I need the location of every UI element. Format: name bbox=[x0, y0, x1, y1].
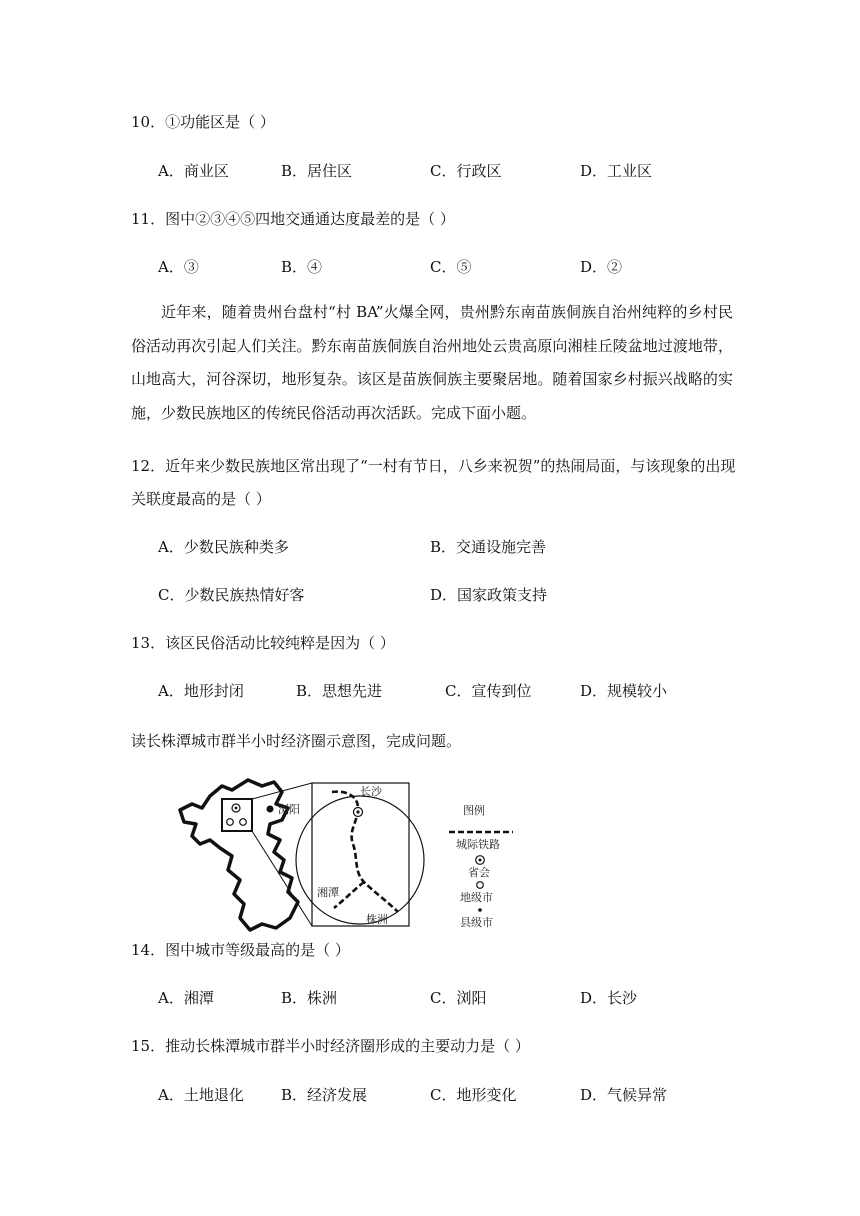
q12-option-a[interactable]: A．少数民族种类多 bbox=[158, 538, 289, 556]
q12-option-c[interactable]: C．少数民族热情好客 bbox=[158, 586, 305, 604]
q11-option-b[interactable]: B．④ bbox=[281, 258, 323, 276]
q10-option-c[interactable]: C．行政区 bbox=[430, 162, 502, 180]
reading-passage: 近年来，随着贵州台盘村“村 BA”火爆全网，贵州黔东南苗族侗族自治州纯粹的乡村民俗活动再次引起人们关注。黔东南苗族侗族自治州地处云贵高原向湘桂丘陵盆地过渡地带，山地高大，河谷深切，地形复杂。该区是苗族侗族主要聚居地。随着国家乡村振兴战略的实施，少数民族地区的传统民俗活动再次活跃。完成下面小题。 bbox=[131, 303, 733, 422]
q10-option-d[interactable]: D．工业区 bbox=[580, 162, 653, 180]
q14-option-a[interactable]: A．湘潭 bbox=[158, 989, 214, 1007]
q13-option-d[interactable]: D．规模较小 bbox=[580, 682, 668, 700]
legend-county-label: 县级市 bbox=[460, 916, 493, 929]
legend-capital-label: 省会 bbox=[468, 866, 490, 879]
q15-option-c[interactable]: C．地形变化 bbox=[430, 1086, 517, 1104]
question-12-stem-line1: 12．近年来少数民族地区常出现了“一村有节日，八乡来祝贺”的热闹局面，与该现象的出现 bbox=[131, 457, 736, 475]
map-intro-text: 读长株潭城市群半小时经济圈示意图，完成问题。 bbox=[131, 732, 462, 750]
legend-county-symbol bbox=[478, 908, 482, 912]
legend-prefecture-label: 地级市 bbox=[460, 891, 493, 904]
label-changsha: 长沙 bbox=[360, 785, 382, 798]
q10-option-a[interactable]: A．商业区 bbox=[158, 162, 229, 180]
liuyang-marker bbox=[267, 806, 274, 813]
q15-option-b[interactable]: B．经济发展 bbox=[281, 1086, 368, 1104]
q12-option-d[interactable]: D．国家政策支持 bbox=[430, 586, 548, 604]
q15-option-a[interactable]: A．土地退化 bbox=[158, 1086, 244, 1104]
q12-option-b[interactable]: B．交通设施完善 bbox=[430, 538, 547, 556]
q13-option-c[interactable]: C．宣传到位 bbox=[445, 682, 532, 700]
question-10-stem: 10．①功能区是（ ） bbox=[131, 113, 275, 131]
q11-option-c[interactable]: C．⑤ bbox=[430, 258, 472, 276]
question-12-stem-line2: 关联度最高的是（ ） bbox=[131, 490, 271, 508]
q13-option-b[interactable]: B．思想先进 bbox=[296, 682, 383, 700]
q15-option-d[interactable]: D．气候异常 bbox=[580, 1086, 668, 1104]
q14-option-d[interactable]: D．长沙 bbox=[580, 989, 638, 1007]
legend-title: 图例 bbox=[463, 804, 485, 817]
changzhutan-map bbox=[170, 778, 530, 936]
q14-option-b[interactable]: B．株洲 bbox=[281, 989, 338, 1007]
legend-railway-label: 城际铁路 bbox=[456, 838, 500, 851]
q11-option-d[interactable]: D．② bbox=[580, 258, 623, 276]
question-13-stem: 13．该区民俗活动比较纯粹是因为（ ） bbox=[131, 634, 395, 652]
question-14-stem: 14．图中城市等级最高的是（ ） bbox=[131, 941, 350, 959]
q13-option-a[interactable]: A．地形封闭 bbox=[158, 682, 244, 700]
question-11-stem: 11．图中②③④⑤四地交通通达度最差的是（ ） bbox=[131, 210, 455, 228]
enlarged-frame bbox=[312, 783, 409, 926]
q11-option-a[interactable]: A．③ bbox=[158, 258, 199, 276]
intercity-railway bbox=[332, 792, 398, 912]
label-xiangtan: 湘潭 bbox=[317, 886, 339, 899]
label-liuyang: 浏阳 bbox=[278, 803, 300, 816]
question-15-stem: 15．推动长株潭城市群半小时经济圈形成的主要动力是（ ） bbox=[131, 1037, 530, 1055]
q14-option-c[interactable]: C．浏阳 bbox=[430, 989, 487, 1007]
q10-option-b[interactable]: B．居住区 bbox=[281, 162, 353, 180]
legend-prefecture-symbol bbox=[477, 882, 484, 889]
label-zhuzhou: 株洲 bbox=[366, 913, 388, 926]
